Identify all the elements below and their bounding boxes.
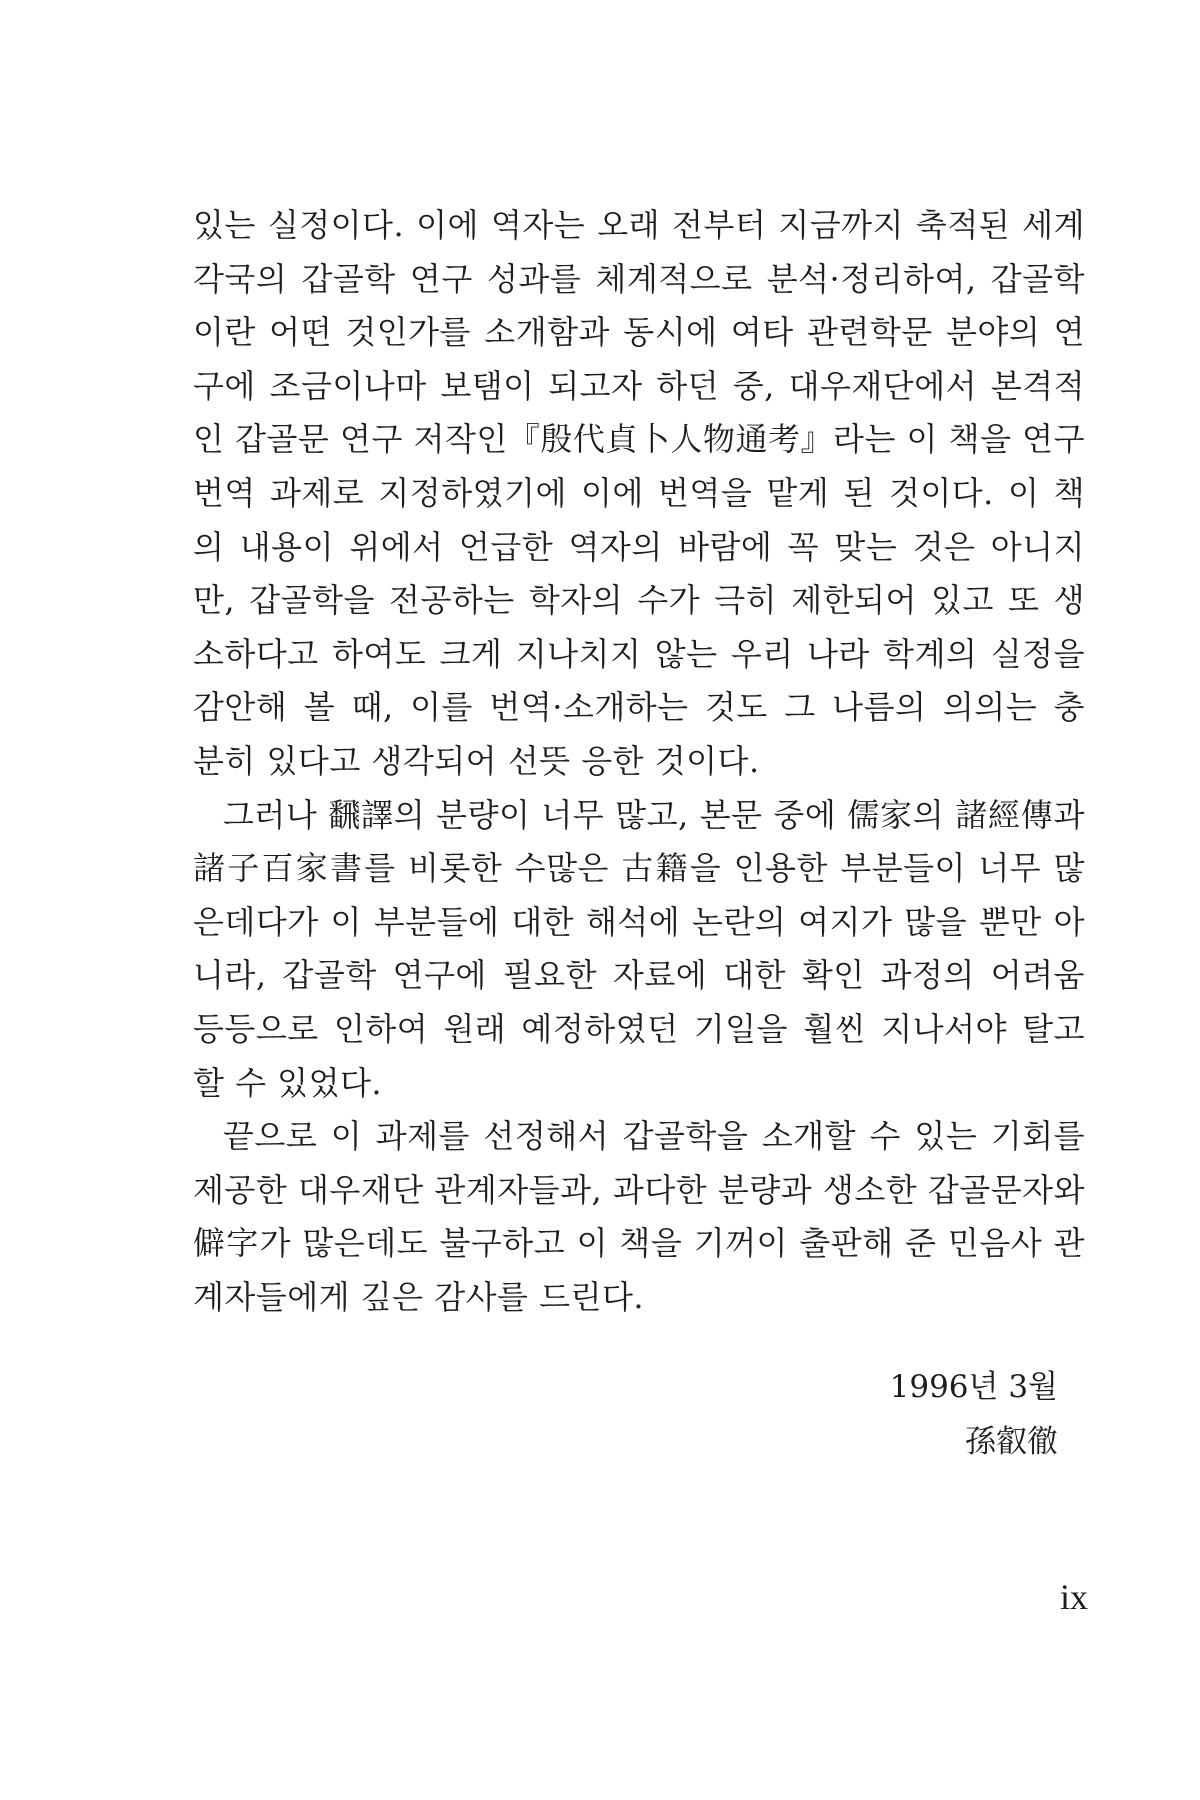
preface-body <box>193 199 1085 1324</box>
text-line: 그러나 飜譯의 분량이 너무 많고, 본문 중에 儒家의 諸經傳과 <box>223 795 1085 834</box>
text-line: 이란 어떤 것인가를 소개함과 동시에 여타 관련학문 분야의 연 <box>193 313 1085 352</box>
paragraph-3 <box>193 1110 1085 1324</box>
text-line: 계자들에게 깊은 감사를 드린다. <box>193 1277 645 1316</box>
text-line: 등등으로 인하여 원래 예정하였던 기일을 훨씬 지나서야 탈고 <box>193 1009 1085 1048</box>
text-line: 인 갑골문 연구 저작인『殷代貞卜人物通考』라는 이 책을 연구 <box>193 420 1085 459</box>
text-line: 니라, 갑골학 연구에 필요한 자료에 대한 확인 과정의 어려움 <box>193 956 1085 995</box>
signature-block <box>890 1360 1058 1470</box>
text-line: 諸子百家書를 비롯한 수많은 古籍을 인용한 부분들이 너무 많 <box>193 849 1085 888</box>
text-line: 만, 갑골학을 전공하는 학자의 수가 극히 제한되어 있고 또 생 <box>193 581 1085 620</box>
text-line: 끝으로 이 과제를 선정해서 갑골학을 소개할 수 있는 기회를 <box>223 1117 1085 1156</box>
text-line: 은데다가 이 부분들에 대한 해석에 논란의 여지가 많을 뿐만 아 <box>193 902 1085 941</box>
paragraph-2 <box>193 789 1085 1111</box>
text-line: 제공한 대우재단 관계자들과, 과다한 분량과 생소한 갑골문자와 <box>193 1170 1085 1209</box>
page-number: ix <box>1059 1577 1088 1617</box>
signature-date: 1996년 3월 <box>889 1369 1058 1405</box>
text-line: 각국의 갑골학 연구 성과를 체계적으로 분석·정리하여, 갑골학 <box>193 259 1085 298</box>
text-line: 분히 있다고 생각되어 선뜻 응한 것이다. <box>193 741 760 780</box>
text-line: 번역 과제로 지정하였기에 이에 번역을 맡게 된 것이다. 이 책 <box>193 473 1085 512</box>
text-line: 의 내용이 위에서 언급한 역자의 바람에 꼭 맞는 것은 아니지 <box>193 527 1085 566</box>
text-line: 있는 실정이다. 이에 역자는 오래 전부터 지금까지 축적된 세계 <box>193 206 1085 244</box>
text-line: 감안해 볼 때, 이를 번역·소개하는 것도 그 나름의 의의는 충 <box>193 688 1085 727</box>
paragraph-1 <box>193 199 1085 789</box>
signature-author: 孫叡徹 <box>965 1424 1058 1460</box>
text-line: 할 수 있었다. <box>193 1063 383 1102</box>
text-line: 구에 조금이나마 보탬이 되고자 하던 중, 대우재단에서 본격적 <box>193 366 1085 405</box>
text-line: 僻字가 많은데도 불구하고 이 책을 기꺼이 출판해 준 민음사 관 <box>193 1224 1085 1263</box>
text-line: 소하다고 하여도 크게 지나치지 않는 우리 나라 학계의 실정을 <box>193 634 1085 673</box>
